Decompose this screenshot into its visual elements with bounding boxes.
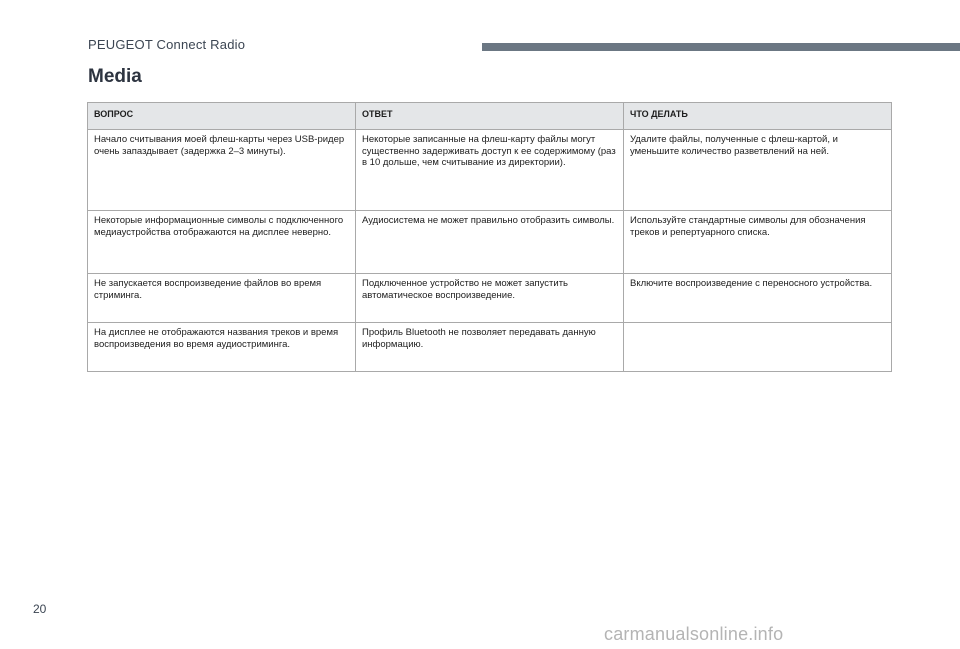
answer-cell: Подключенное устройство не может запустить автоматическое воспроизведение.	[356, 274, 624, 323]
solution-cell	[624, 323, 892, 372]
question-cell: На дисплее не отображаются названия треков и время воспроизведения во время аудиостриминга.	[88, 323, 356, 372]
table-row	[88, 274, 892, 323]
header-decorative-bar	[482, 43, 960, 51]
answer-cell: Профиль Bluetooth не позволяет передавать данную информацию.	[356, 323, 624, 372]
column-header-answer: ОТВЕТ	[356, 103, 624, 130]
section-title: Media	[88, 66, 142, 87]
question-cell: Начало считывания моей флеш-карты через USB-ридер очень запаздывает (задержка 2–3 минуты).	[88, 130, 356, 211]
table-row	[88, 211, 892, 274]
answer-cell: Аудиосистема не может правильно отобразить символы.	[356, 211, 624, 274]
column-header-question: ВОПРОС	[88, 103, 356, 130]
watermark-text: carmanualsonline.info	[604, 624, 784, 644]
troubleshooting-table	[87, 102, 892, 372]
solution-cell: Удалите файлы, полученные с флеш-картой, и уменьшите количество разветвлений на ней.	[624, 130, 892, 211]
document-header-title: PEUGEOT Connect Radio	[88, 37, 246, 52]
table-row	[88, 130, 892, 211]
answer-cell: Некоторые записанные на флеш-карту файлы могут существенно задерживать доступ к ее содержимому (раз в 10 дольше, чем считывание из директории).	[356, 130, 624, 211]
question-cell: Не запускается воспроизведение файлов во время стриминга.	[88, 274, 356, 323]
table-header-row	[88, 103, 892, 130]
table-row	[88, 323, 892, 372]
solution-cell: Включите воспроизведение с переносного устройства.	[624, 274, 892, 323]
solution-cell: Используйте стандартные символы для обозначения треков и репертуарного списка.	[624, 211, 892, 274]
question-cell: Некоторые информационные символы с подключенного медиаустройства отображаются на дисплее неверно.	[88, 211, 356, 274]
column-header-solution: ЧТО ДЕЛАТЬ	[624, 103, 892, 130]
page-number: 20	[33, 602, 47, 616]
